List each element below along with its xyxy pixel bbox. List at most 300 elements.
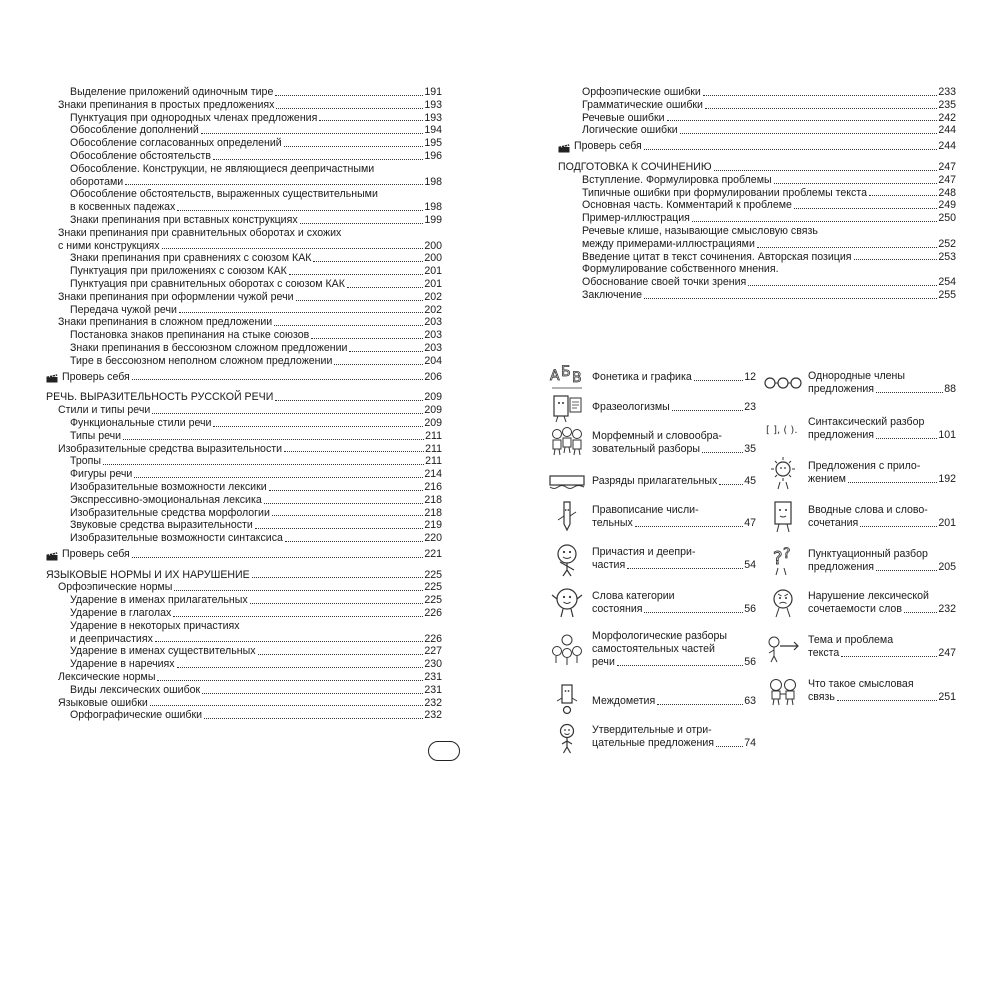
toc-entry-title: Тропы [70,455,102,468]
toc-entry[interactable] [46,532,442,545]
toc-entry-title: Постановка знаков препинания на стыке союзов [70,329,310,342]
toc-section[interactable] [46,391,442,404]
toc-line [582,124,956,137]
toc-entry[interactable] [46,214,442,227]
dot-leader [313,261,423,262]
toc-entry-title: Изобразительные средства выразительности [58,442,283,455]
dot-leader [202,693,423,694]
toc-entry[interactable] [46,99,442,112]
qr-page-number: 12 [744,370,756,383]
toc-entry[interactable] [46,265,442,278]
arrow-character-icon [764,628,802,666]
toc-entry-title: Речевые ошибки [582,111,665,124]
qr-link-text: Причастия и деепри- [592,546,696,558]
dot-leader [869,195,937,196]
qr-link-text: частия [592,559,626,571]
dot-leader [201,133,423,134]
toc-entry-title: Знаки препинания в бессоюзном сложном предложении [70,341,348,354]
toc-entry[interactable] [558,212,956,225]
dot-leader [680,133,938,134]
toc-entry-title: Грамматические ошибки [582,98,703,111]
qr-link-text: Фразеологизмы [592,400,670,413]
dot-leader [748,285,937,286]
qr-link-line [592,656,756,669]
pencil-character-icon [548,498,586,536]
toc-entry-title-continuation: оборотами [70,175,124,188]
group-characters-icon [548,631,586,669]
toc-entry[interactable] [558,112,956,125]
toc-entry[interactable] [46,709,442,722]
toc-page-number: 193 [424,98,442,111]
toc-page-number: 231 [424,683,442,696]
toc-entry-title: Ударение в наречиях [70,658,175,671]
qr-link-item[interactable] [548,682,756,720]
toc-entry[interactable] [46,455,442,468]
qr-link-label [808,460,956,486]
toc-entry[interactable] [46,355,442,368]
toc-line [70,329,442,342]
toc-page-number: 255 [938,288,956,301]
dot-leader [132,379,424,380]
page-number-badge [428,741,460,761]
toc-entry[interactable] [46,278,442,291]
dot-leader [152,413,423,414]
dot-leader [132,557,424,558]
toc-entry[interactable] [46,494,442,507]
toc-page-number: 209 [424,416,442,429]
toc-entry[interactable] [46,481,442,494]
qr-link-text: Морфологические разборы [592,630,728,642]
dot-leader [258,654,424,655]
qr-link-text: самостоятельных частей [592,643,715,655]
qr-link-line [592,630,756,643]
toc-entry[interactable] [558,289,956,302]
toc-entry-title: Ударение в именах существительных [70,645,256,658]
toc-entry-title: Ударение в глаголах [70,607,172,620]
toc-line [558,140,956,153]
toc-entry-title: Изобразительные возможности лексики [70,480,267,493]
qr-link-item[interactable] [548,462,756,500]
toc-line [70,214,442,227]
qr-link-line [592,643,756,656]
toc-line [70,86,442,99]
qr-page-number: 45 [744,474,756,487]
toc-entry-title: Звуковые средства выразительности [70,519,253,532]
toc-entry-title: Знаки препинания в простых предложениях [58,98,275,111]
toc-page-number: 201 [424,265,442,278]
qr-link-item[interactable] [548,424,756,462]
dot-leader [635,526,743,527]
dot-leader [213,426,423,427]
toc-page-number: 247 [938,173,956,186]
clapperboard-icon [46,374,58,383]
toc-page-number: 202 [424,290,442,303]
toc-entry-title: Обособление обстоятельств, выраженных существительными [70,188,378,201]
toc-line [58,443,442,456]
qr-link-label [592,430,756,456]
toc-line [70,304,442,317]
qr-link-text: Разряды прилагательных [592,474,718,487]
dot-leader [757,247,937,248]
dot-leader [123,439,424,440]
toc-line [46,391,442,404]
toc-entry-title: Ударение в некоторых причастиях [70,619,240,632]
toc-entry-title: Орфоэпические ошибки [582,86,701,98]
toc-entry[interactable] [46,252,442,265]
toc-entry[interactable] [46,658,442,671]
toc-entry[interactable] [558,225,956,251]
toc-line [58,404,442,417]
toc-entry[interactable] [558,263,956,289]
dot-leader [854,259,938,260]
qr-link-item[interactable] [548,718,756,756]
toc-line [58,99,442,112]
toc-page-number: 194 [424,124,442,137]
qr-page-number: 101 [938,429,956,441]
toc-entry[interactable] [46,620,442,646]
qr-link-item[interactable] [548,498,756,536]
dot-leader [347,287,423,288]
qr-link-label [592,695,756,708]
toc-entry-title: Речевые клише, называющие смысловую связь [582,224,818,237]
toc-entry[interactable] [46,137,442,150]
qr-link-label [592,724,756,750]
qr-link-text: Слова категории [592,590,675,602]
toc-page-number: 242 [938,111,956,124]
toc-entry[interactable] [46,227,442,253]
toc-page-number: 253 [938,250,956,263]
dot-leader [714,170,938,171]
toc-entry[interactable] [46,112,442,125]
qr-link-text: Нарушение лексической [808,590,929,602]
dot-leader [334,364,423,365]
toc-entry-title: Виды лексических ошибок [70,683,201,696]
qr-link-line [592,737,756,750]
dot-leader [319,120,423,121]
qr-link-line [592,401,756,414]
svg-text:A: A [550,368,560,384]
qr-page-number: 201 [938,517,956,529]
toc-line [58,697,442,710]
qr-link-label [808,416,956,442]
toc-page-number: 206 [424,370,442,383]
toc-line [582,251,956,264]
qr-link-line [808,634,956,647]
qr-link-item[interactable] [548,388,756,426]
qr-link-line [592,546,756,559]
toc-entry[interactable] [46,329,442,342]
toc-line [70,137,442,150]
question-marks-icon [764,542,802,580]
toc-page-number: 195 [424,137,442,150]
qr-link-line [808,504,956,517]
qr-page-number: 23 [744,400,756,413]
book-character-icon [548,388,586,426]
toc-page-number: 193 [424,111,442,124]
toc-entry-title: Обособление дополнений [70,124,199,137]
toc-entry-title: Проверь себя [62,370,130,383]
dot-leader [269,490,424,491]
toc-line [70,265,442,278]
toc-line [70,709,442,722]
qr-link-text: Что такое смысловая [808,678,914,690]
qr-page-number: 74 [744,737,756,749]
toc-entry[interactable] [558,187,956,200]
toc-entry[interactable] [46,316,442,329]
dot-leader [841,656,937,657]
smiling-character-icon [548,540,586,578]
toc-line [582,238,956,251]
question-character-icon [548,718,586,756]
toc-page-number: 203 [424,329,442,342]
toc-check-yourself[interactable] [46,548,442,561]
dot-leader [103,464,424,465]
toc-line [70,342,442,355]
toc-entry[interactable] [46,507,442,520]
toc-line [58,671,442,684]
qr-link-text: зовательный разборы [592,443,700,455]
toc-page-number: 232 [424,696,442,709]
qr-link-item[interactable] [764,410,956,448]
dot-leader [284,451,424,452]
toc-entry-title: Типичные ошибки при формулировании проблемы текста [582,186,867,199]
toc-line [70,519,442,532]
qr-link-item[interactable] [548,540,756,578]
toc-entry[interactable] [46,150,442,163]
toc-entry-title: Знаки препинания при оформлении чужой речи [58,290,294,303]
dot-leader [173,616,423,617]
toc-page-number: 226 [424,632,442,645]
toc-entry[interactable] [46,581,442,594]
toc-entry[interactable] [46,468,442,481]
two-characters-icon [764,672,802,710]
toc-line [46,548,442,561]
toc-line [58,291,442,304]
toc-page-number: 203 [424,341,442,354]
qr-link-text: предложения [808,561,875,573]
toc-entry[interactable] [558,124,956,137]
toc-entry[interactable] [46,519,442,532]
qr-link-item[interactable] [764,498,956,536]
toc-page-number: 254 [938,276,956,289]
qr-link-text: связь [808,691,835,703]
toc-entry-title: Знаки препинания в сложном предложении [58,316,273,329]
qr-link-label [592,546,756,572]
toc-line [70,278,442,291]
dot-leader [213,159,423,160]
morpheme-characters-icon [548,424,586,462]
toc-entry-title: Стили и типы речи [58,404,151,417]
dot-leader [255,528,424,529]
toc-page-number: 225 [424,594,442,607]
toc-entry-title: Знаки препинания при вставных конструкциях [70,213,298,226]
dot-leader [155,641,423,642]
toc-line [582,112,956,125]
dot-leader [705,108,937,109]
dot-leader [150,705,424,706]
qr-link-text: Правописание числи- [592,504,699,516]
qr-link-line [808,647,956,660]
qr-link-item[interactable] [764,628,956,666]
qr-link-text: состояния [592,603,643,615]
toc-entry-title: Орфоэпические нормы [58,581,173,594]
qr-link-label [808,548,956,574]
toc-entry[interactable] [46,86,442,99]
toc-entry[interactable] [46,188,442,214]
toc-entry-title: Пунктуация при приложениях с союзом КАК [70,265,287,278]
dot-leader [311,338,423,339]
qr-page-number: 251 [938,691,956,703]
toc-entry-title: ПОДГОТОВКА К СОЧИНЕНИЮ [558,160,712,173]
toc-entry[interactable] [46,671,442,684]
toc-entry[interactable] [46,291,442,304]
toc-entry[interactable] [46,443,442,456]
toc-entry[interactable] [46,163,442,189]
toc-entry[interactable] [46,607,442,620]
toc-entry-title: Языковые ошибки [58,696,148,709]
toc-section[interactable] [46,569,442,582]
qr-page-number: 63 [744,694,756,707]
qr-link-line [592,517,756,530]
toc-line [58,316,442,329]
qr-link-line [808,416,956,429]
svg-text:Б: Б [561,364,571,380]
toc-entry-title: Фигуры речи [70,468,133,481]
dot-leader [274,325,423,326]
toc-line [70,633,442,646]
toc-entry[interactable] [46,430,442,443]
toc-line [70,150,442,163]
circles-chain-icon [764,364,802,402]
dot-leader [264,503,424,504]
dot-leader [284,146,424,147]
toc-entry-title: Изобразительные средства морфологии [70,506,270,519]
qr-link-text: Предложения с прило- [808,460,921,472]
qr-link-line [808,691,956,704]
qr-link-line [808,383,956,396]
qr-link-line [592,371,756,384]
toc-entry[interactable] [558,199,956,212]
toc-entry-title: Заключение [582,288,643,301]
qr-link-text: сочетаемости слов [808,603,902,615]
toc-line [582,212,956,225]
toc-left-column [46,86,442,722]
dot-leader [644,149,938,150]
toc-check-yourself[interactable] [558,140,956,153]
toc-entry[interactable] [46,594,442,607]
qr-link-item[interactable] [764,584,956,622]
toc-entry[interactable] [558,99,956,112]
toc-entry-title: Логические ошибки [582,124,678,137]
toc-page-number: 247 [938,160,956,173]
toc-check-yourself[interactable] [46,371,442,384]
ruler-icon [548,462,586,500]
toc-page-number: 230 [424,658,442,671]
toc-line [582,276,956,289]
qr-link-line [592,559,756,572]
dot-leader [179,312,423,313]
toc-entry[interactable] [46,645,442,658]
dot-leader [860,526,937,527]
qr-link-item[interactable] [548,630,756,669]
qr-link-item[interactable] [764,364,956,402]
qr-link-line [592,430,756,443]
dot-leader [794,208,937,209]
dot-leader [125,184,423,185]
dot-leader [250,603,424,604]
qr-link-line [808,473,956,486]
toc-entry[interactable] [46,684,442,697]
dot-leader [672,410,743,411]
dot-leader [272,515,423,516]
dot-leader [177,210,423,211]
toc-page-number: 211 [425,429,442,442]
qr-link-item[interactable] [764,542,956,580]
toc-entry-title: Орфографические ошибки [70,709,203,722]
toc-entry[interactable] [46,417,442,430]
qr-link-text: речи [592,656,615,668]
qr-link-label [592,630,756,669]
toc-line [582,187,956,200]
qr-link-label [592,475,756,488]
toc-entry[interactable] [46,304,442,317]
dot-leader [876,570,937,571]
toc-page-number: 211 [425,455,442,468]
toc-entry[interactable] [46,342,442,355]
qr-link-text: Пунктуационный разбор [808,548,928,560]
toc-section[interactable] [558,161,956,174]
qr-link-text: Однородные члены [808,370,906,382]
qr-link-text: Синтаксический разбор [808,416,925,428]
toc-entry[interactable] [46,124,442,137]
toc-entry[interactable] [558,251,956,264]
toc-page-number: 226 [424,607,442,620]
toc-page-number: 219 [424,519,442,532]
toc-entry-title: Тире в бессоюзном неполном сложном предложении [70,354,333,367]
toc-page-number: 203 [424,316,442,329]
toc-entry-title-continuation: в косвенных падежах [70,201,176,214]
dot-leader [716,746,743,747]
toc-entry[interactable] [46,697,442,710]
qr-page-number: 54 [744,559,756,571]
qr-link-text: цательные предложения [592,737,715,749]
toc-entry[interactable] [558,86,956,99]
toc-entry-title-continuation: Обоснование своей точки зрения [582,276,747,289]
qr-link-item[interactable] [548,584,756,622]
round-character-icon [548,584,586,622]
toc-entry[interactable] [46,404,442,417]
toc-entry-title: ЯЗЫКОВЫЕ НОРМЫ И ИХ НАРУШЕНИЕ [46,568,250,581]
toc-entry-title: Формулирование собственного мнения. [582,263,779,276]
toc-entry-title: Лексические нормы [58,671,156,684]
qr-link-line [808,429,956,442]
qr-link-item[interactable] [764,672,956,710]
qr-page-number: 56 [744,656,756,668]
qr-link-text: Вводные слова и слово- [808,504,928,516]
qr-link-text: сочетания [808,517,859,529]
toc-page-number: 200 [424,252,442,265]
qr-link-text: Морфемный и словообра- [592,430,722,442]
toc-page-number: 221 [424,547,442,560]
toc-line [70,607,442,620]
toc-entry[interactable] [558,174,956,187]
qr-link-item[interactable] [764,454,956,492]
dot-leader [694,380,743,381]
dot-leader [275,400,423,401]
dot-leader [848,482,937,483]
toc-line [70,112,442,125]
toc-line [70,176,442,189]
